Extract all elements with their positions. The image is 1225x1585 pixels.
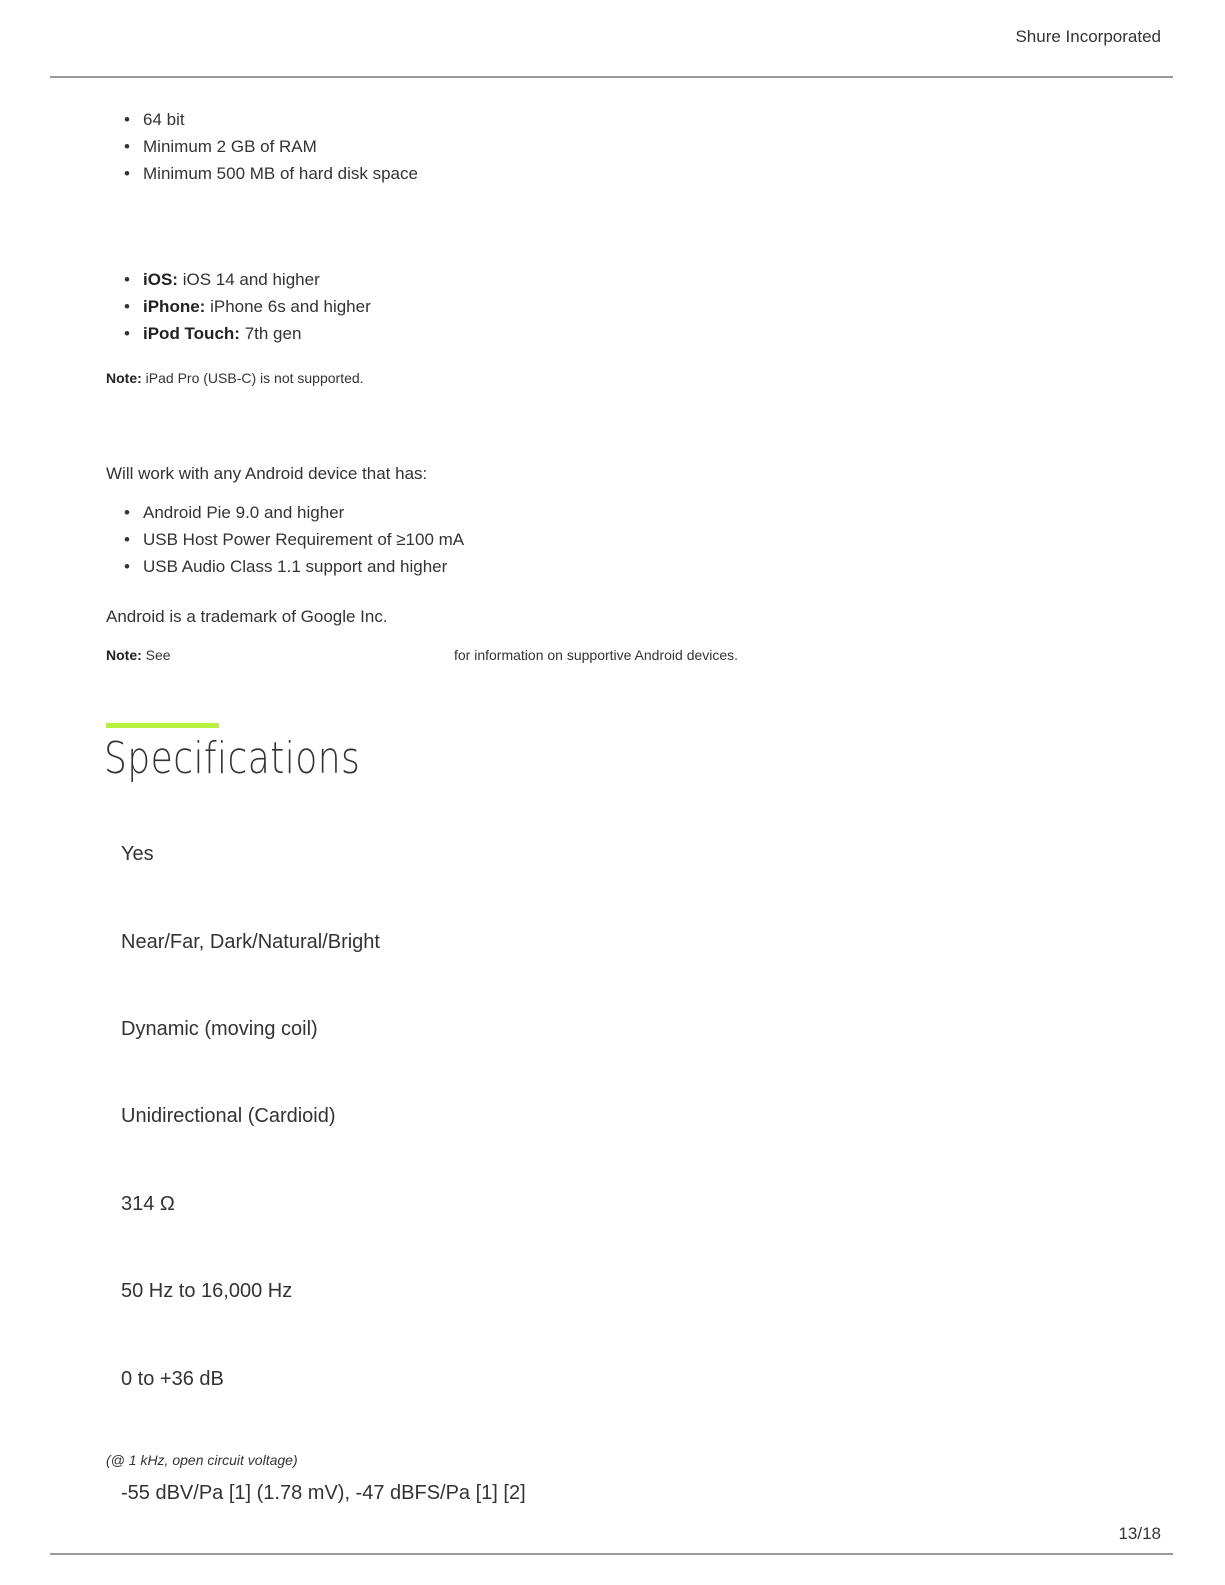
- list-item: [105, 293, 371, 320]
- android-note: [106, 647, 171, 663]
- android-requirements-list: [105, 499, 464, 580]
- page-number: 13/18: [1118, 1524, 1161, 1543]
- section-accent-bar: [106, 723, 219, 728]
- note-prefix: See: [145, 647, 171, 663]
- list-item: • Android Pie 9.0 and higher: [105, 499, 464, 526]
- header-company-name: Shure Incorporated: [1015, 27, 1161, 46]
- section-title: Specifications: [104, 733, 361, 784]
- ios-label: iOS:: [143, 270, 178, 289]
- android-intro: Will work with any Android device that has:: [106, 464, 428, 483]
- list-item: • Minimum 2 GB of RAM: [105, 133, 418, 160]
- iphone-label: iPhone:: [143, 297, 206, 316]
- list-item: • USB Host Power Requirement of ≥100 mA: [105, 526, 464, 553]
- spec-value: Yes: [121, 843, 154, 865]
- spec-value: Near/Far, Dark/Natural/Bright: [121, 931, 380, 953]
- list-item: • 64 bit: [105, 106, 418, 133]
- header-divider: [50, 76, 1173, 78]
- sensitivity-note: (@ 1 kHz, open circuit voltage): [106, 1452, 298, 1468]
- ios-requirements-list: [105, 266, 371, 347]
- iphone-value: iPhone 6s and higher: [210, 297, 371, 316]
- spec-value: 314 Ω: [121, 1193, 175, 1215]
- list-item: • USB Audio Class 1.1 support and higher: [105, 553, 464, 580]
- list-item: • Minimum 500 MB of hard disk space: [105, 160, 418, 187]
- ipod-value: 7th gen: [244, 324, 302, 343]
- computer-requirements-list: [105, 106, 418, 187]
- spec-value: 50 Hz to 16,000 Hz: [121, 1280, 293, 1302]
- spec-value: Dynamic (moving coil): [121, 1018, 318, 1040]
- android-note-suffix: for information on supportive Android devices.: [454, 647, 739, 663]
- note-text: iPad Pro (USB-C) is not supported.: [145, 370, 364, 386]
- ipod-label: iPod Touch:: [143, 324, 240, 343]
- android-trademark: Android is a trademark of Google Inc.: [106, 607, 388, 626]
- ios-value: iOS 14 and higher: [182, 270, 320, 289]
- sensitivity-value: -55 dBV/Pa [1] (1.78 mV), -47 dBFS/Pa [1] [2]: [121, 1482, 526, 1504]
- spec-value: Unidirectional (Cardioid): [121, 1105, 336, 1127]
- note-label: Note:: [106, 370, 142, 386]
- footer-divider: [50, 1553, 1173, 1555]
- note-label: Note:: [106, 647, 142, 663]
- ios-note: [106, 370, 364, 386]
- list-item: [105, 266, 371, 293]
- list-item: [105, 320, 371, 347]
- spec-value: 0 to +36 dB: [121, 1368, 224, 1390]
